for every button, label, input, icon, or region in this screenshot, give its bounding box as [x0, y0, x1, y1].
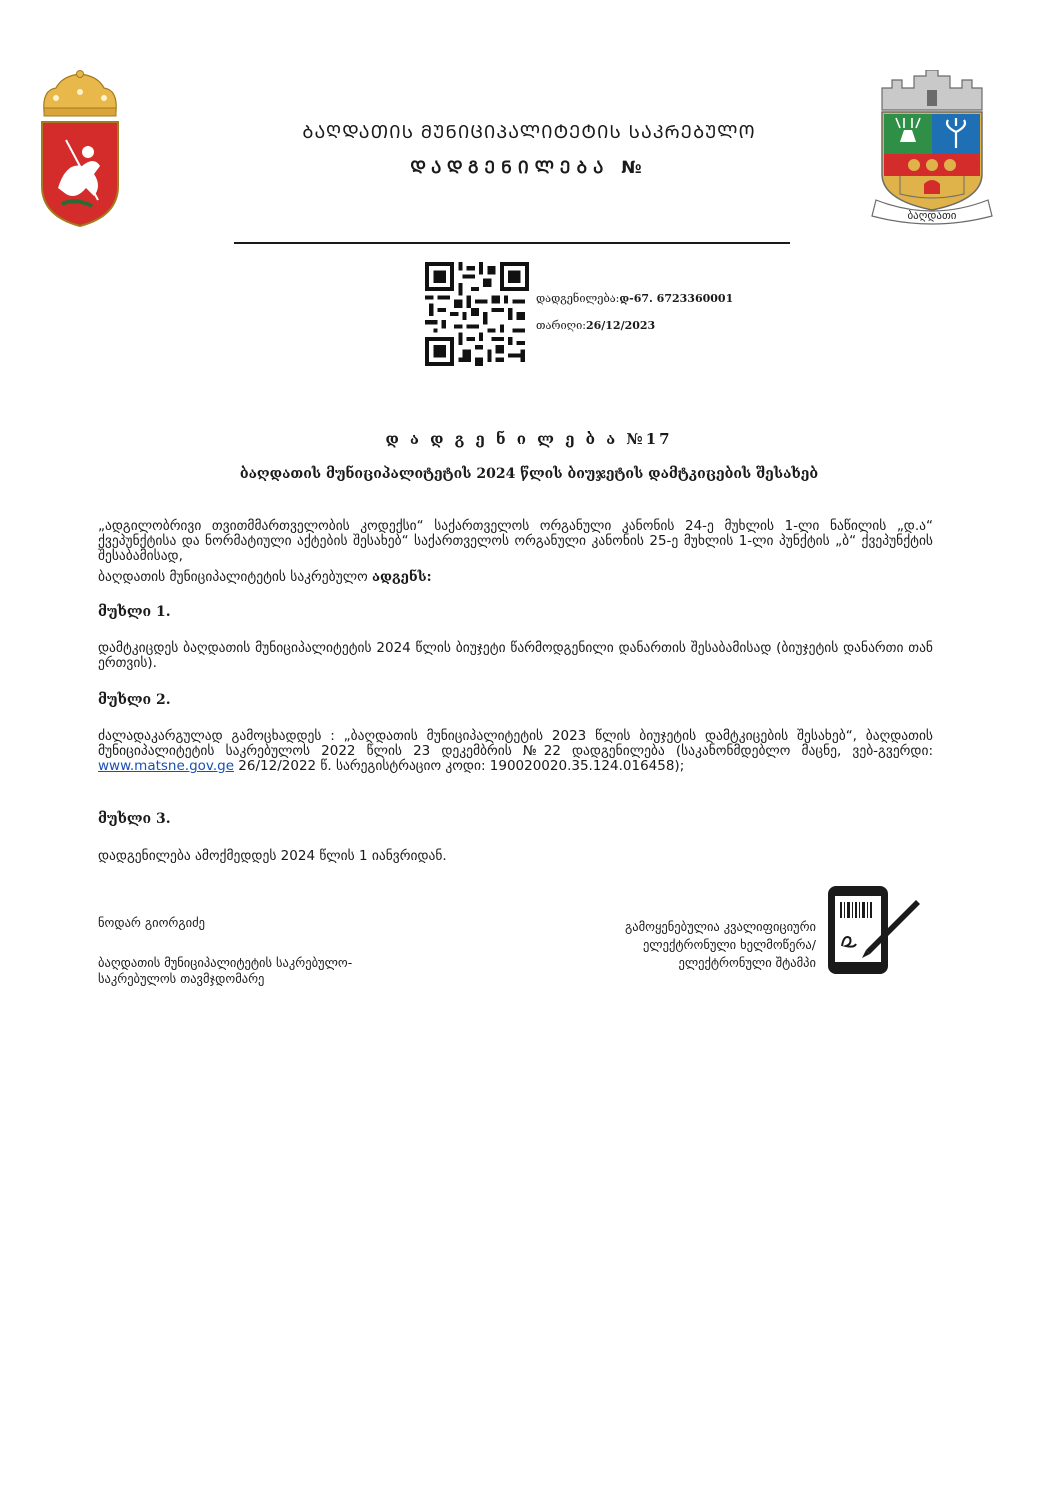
decree-number-line — [536, 292, 733, 305]
decree-label: ᲓᲐᲓᲒᲔᲜᲘᲚᲔᲑᲐ № — [410, 158, 648, 178]
date-value: 26/12/2023 — [585, 319, 656, 332]
qr-code-icon — [425, 262, 529, 366]
signatory-name: ნოდარ გიორგიძე — [98, 915, 205, 930]
article-2-text-a: ძალადაკარგულად გამოცხადდეს : „ბაღდათის მუნიციპალიტეტის 2023 წლის ბიუჯეტის დამტკიცების შესახებ“, ბაღდათის მუნიციპალიტეტის საკრებულოს 2022 წლის 23 დეკემბრის №22 დადგენილება (საკანონმდებლო მაცნე, ვებ-გვერდი: — [98, 728, 933, 759]
document-subject: ბაღდათის მუნიციპალიტეტის 2024 წლის ბიუჯეტის დამტკიცების შესახებ — [239, 466, 819, 482]
header-divider — [234, 242, 790, 244]
electronic-signature-icon — [826, 884, 922, 976]
council-title: ᲑᲐᲦᲓᲐᲗᲘᲡ ᲛᲣᲜᲘᲪᲘᲞᲐᲚᲘᲢᲔᲢᲘᲡ ᲡᲐᲙᲠᲔᲑᲣᲚᲝ — [302, 122, 756, 143]
article-3-text: დადგენილება ამოქმედდეს 2024 წლის 1 იანვრიდან. — [98, 848, 447, 864]
emblem-ribbon-text: ბაღდათი — [907, 209, 957, 222]
esignature-line-2: ელექტრონული ხელმოწერა/ — [642, 937, 816, 952]
signatory-position-line-2: საკრებულოს თავმჯდომარე — [98, 971, 265, 986]
date-line — [536, 319, 655, 332]
article-2-text — [98, 729, 933, 774]
esignature-note — [540, 918, 816, 972]
article-1-title: მუხლი 1. — [98, 604, 171, 620]
signatory-position — [98, 955, 352, 987]
decree-number-label: დადგენილება: — [536, 292, 620, 305]
article-2-text-b: 26/12/2022 წ. სარეგისტრაციო კოდი: 190020020.35.124.016458); — [234, 758, 685, 774]
esignature-line-1: გამოყენებულია კვალიფიციური — [624, 919, 816, 934]
adopts-prefix: ბაღდათის მუნიციპალიტეტის საკრებულო — [98, 569, 372, 585]
document-title: დ ა დ გ ე ნ ი ლ ე ბ ა №17 — [385, 430, 673, 448]
article-3-title: მუხლი 3. — [98, 811, 171, 827]
signatory-position-line-1: ბაღდათის მუნიციპალიტეტის საკრებულო- — [98, 955, 353, 970]
esignature-line-3: ელექტრონული შტამპი — [678, 955, 816, 970]
article-2-title: მუხლი 2. — [98, 692, 171, 708]
adopts-keyword: ადგენს: — [371, 569, 432, 585]
preamble-paragraph: „ადგილობრივი თვითმმართველობის კოდექსი“ საქართველოს ორგანული კანონის 24-ე მუხლის 1-ლი ნაწილის „დ.ა“ ქვეპუნქტისა და ნორმატიული აქტების შესახებ“ საქართველოს ორგანული კანონის 25-ე მუხლის 1-ლი პუნქტის „ბ“ ქვეპუნქტის შესაბამისად, — [98, 518, 933, 564]
date-label: თარიღი: — [536, 319, 586, 332]
adopts-paragraph — [98, 570, 933, 585]
decree-number-value: დ-67. 6723360001 — [619, 292, 734, 305]
article-1-text: დამტკიცდეს ბაღდათის მუნიციპალიტეტის 2024 წლის ბიუჯეტი წარმოდგენილი დანართის შესაბამისად (ბიუჯეტის დანართი თან ერთვის). — [98, 640, 933, 671]
baghdati-coat-of-arms-icon — [870, 70, 994, 228]
matsne-link[interactable]: www.matsne.gov.ge — [98, 758, 235, 774]
georgia-coat-of-arms-icon — [36, 70, 124, 228]
